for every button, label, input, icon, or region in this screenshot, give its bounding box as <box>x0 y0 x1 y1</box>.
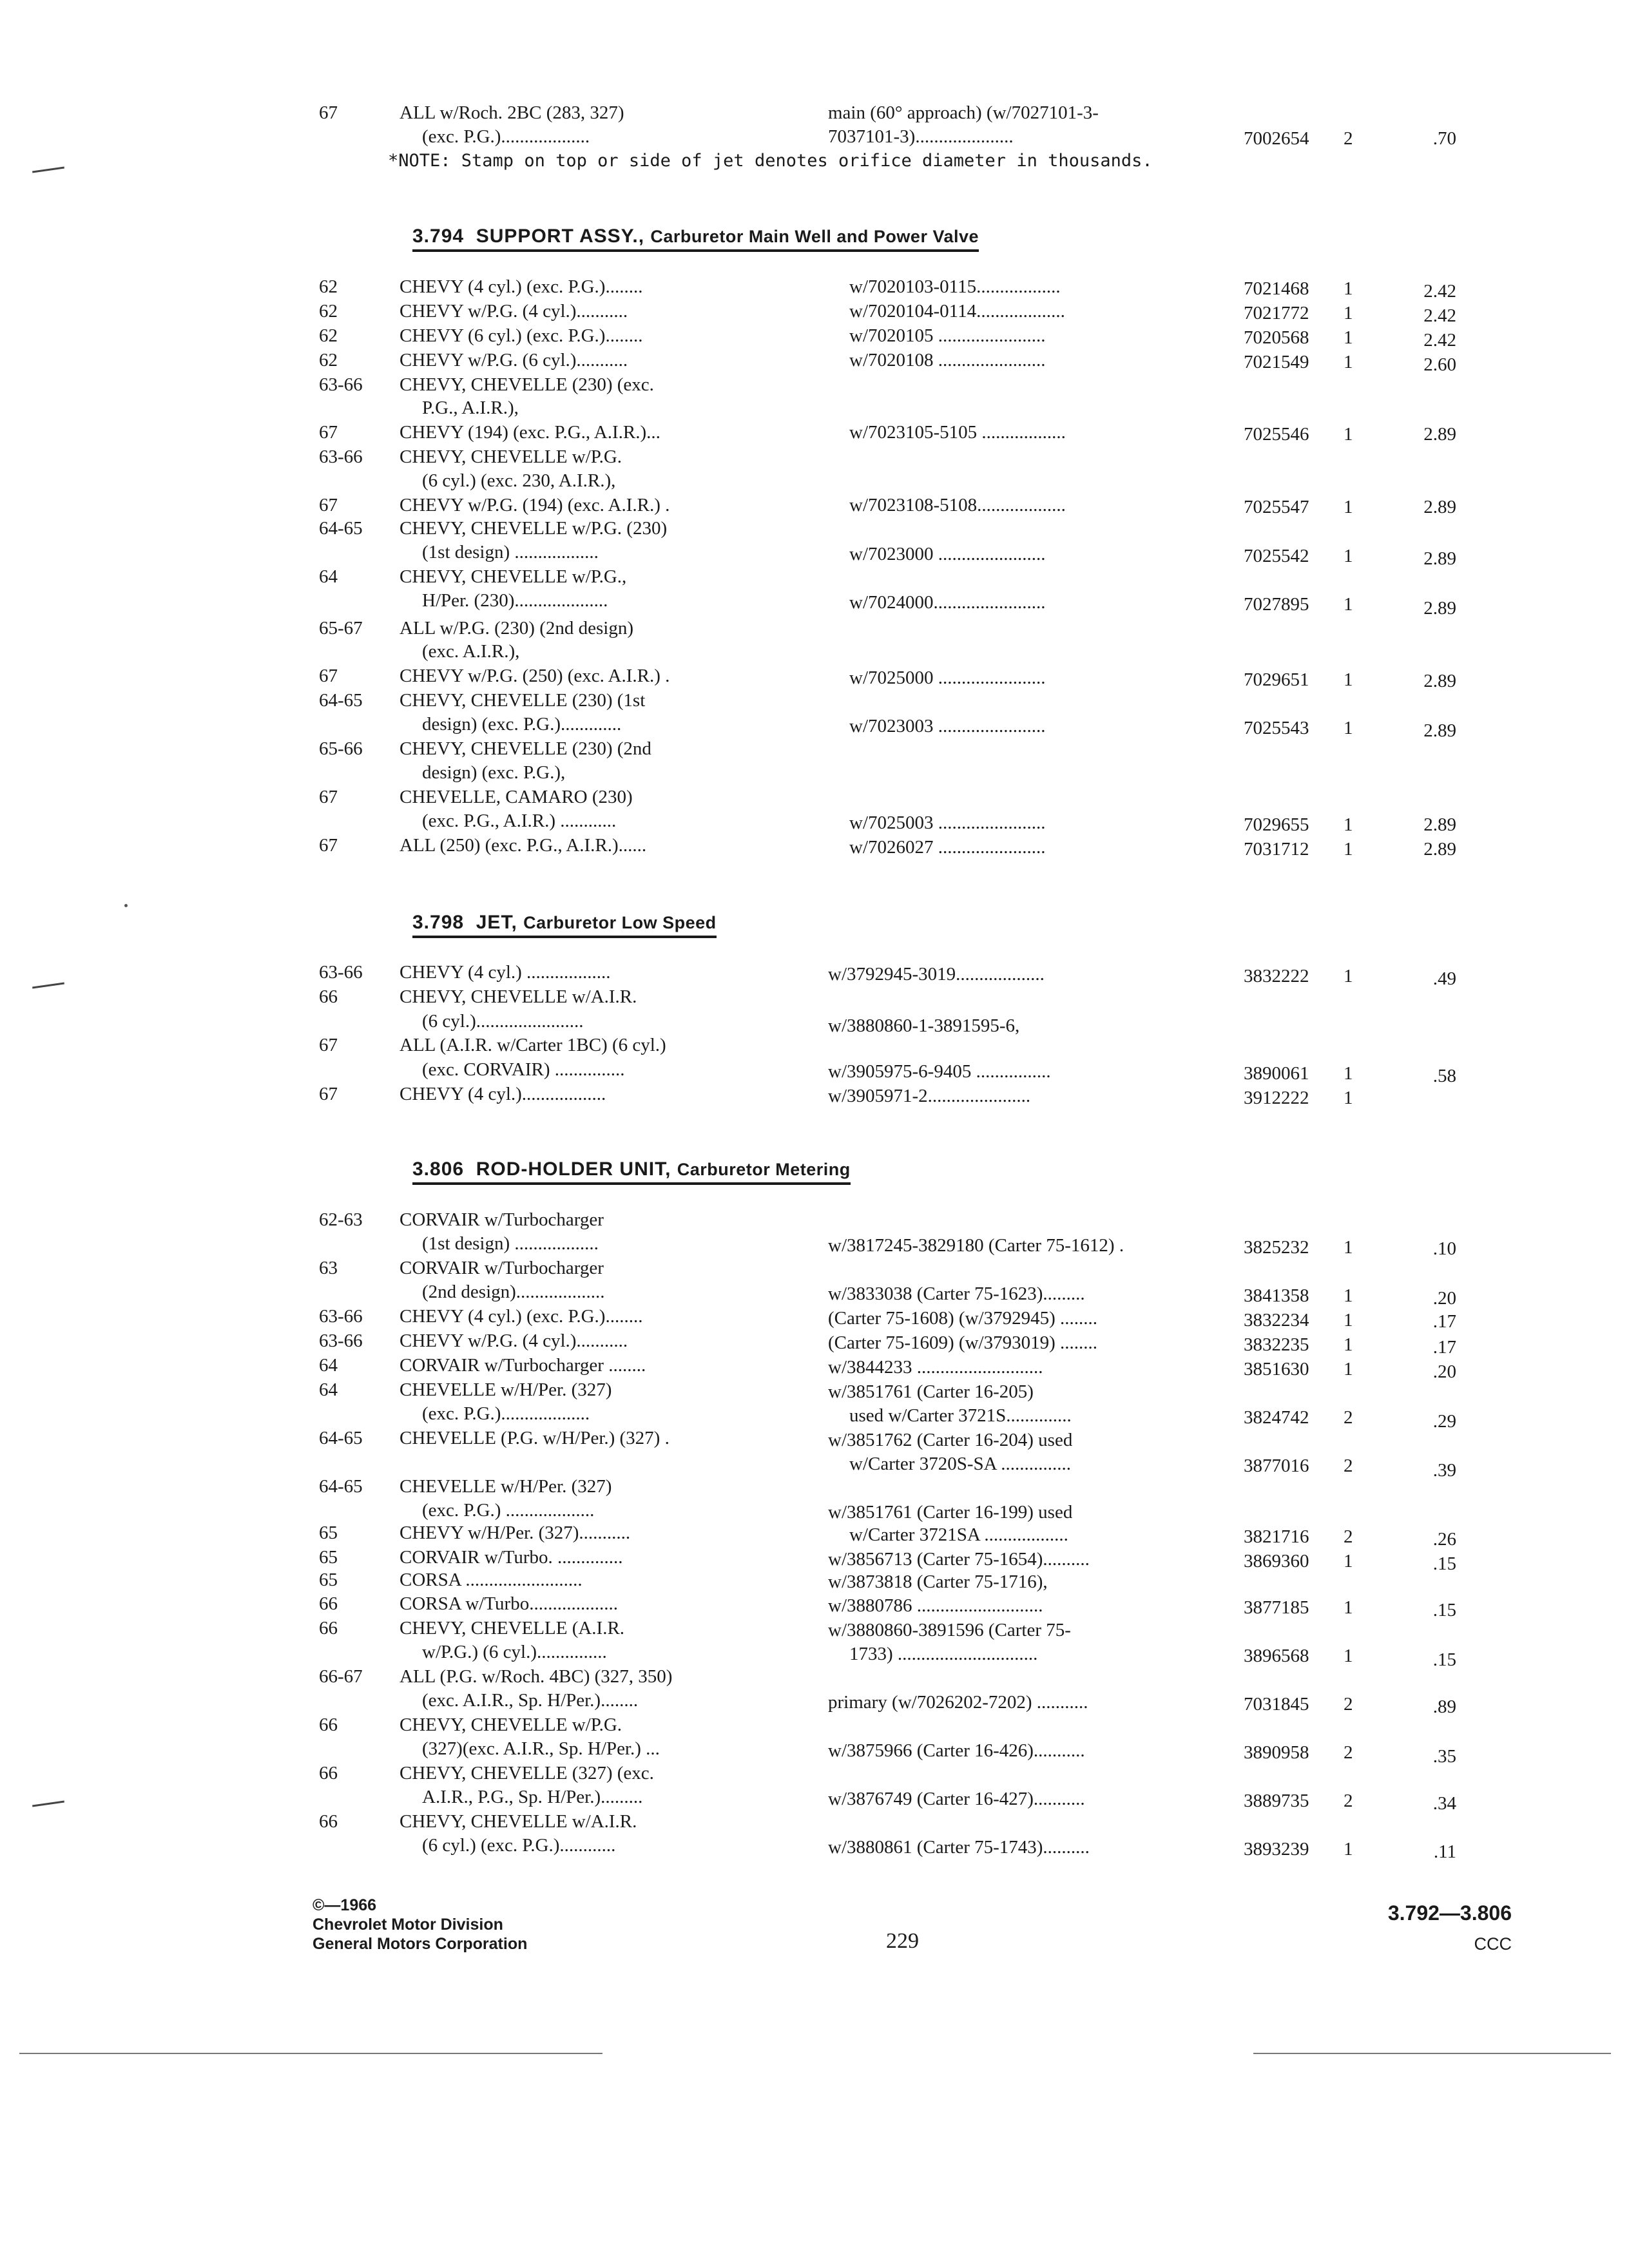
application-cell: CHEVY, CHEVELLE w/A.I.R. <box>400 1811 637 1832</box>
year-cell: 62 <box>319 301 338 322</box>
year-cell: 65 <box>319 1570 338 1590</box>
application-cell: CHEVY, CHEVELLE (230) (2nd <box>400 738 651 759</box>
price-cell: .58 <box>1432 1066 1456 1086</box>
application-cell: w/P.G.) (6 cyl.)............... <box>422 1642 607 1662</box>
part-number-cell: 3877185 <box>1244 1597 1309 1618</box>
year-cell: 67 <box>319 787 338 807</box>
application-cell: CHEVY, CHEVELLE w/P.G. <box>400 447 622 467</box>
part-number-cell: 3877016 <box>1244 1456 1309 1476</box>
application-cell: CHEVY (6 cyl.) (exc. P.G.)........ <box>400 325 643 346</box>
price-cell: .70 <box>1432 128 1456 149</box>
year-cell: 66 <box>319 1763 338 1783</box>
application-cell: CORVAIR w/Turbocharger ........ <box>400 1355 646 1376</box>
quantity-cell: 1 <box>1344 1646 1353 1666</box>
page-number: 229 <box>886 1929 919 1953</box>
quantity-cell: 1 <box>1344 814 1353 835</box>
price-cell: 2.89 <box>1423 548 1456 569</box>
application-cell: (2nd design)................... <box>422 1282 605 1302</box>
price-cell: .26 <box>1432 1529 1456 1550</box>
application-cell: ALL (A.I.R. w/Carter 1BC) (6 cyl.) <box>400 1035 666 1055</box>
quantity-cell: 1 <box>1344 424 1353 445</box>
part-number-cell: 7025543 <box>1244 718 1309 738</box>
price-cell: .15 <box>1432 1600 1456 1620</box>
year-cell: 64 <box>319 1379 338 1400</box>
description-cell: w/7023003 ....................... <box>849 716 1046 736</box>
copyright-text: ©—1966 <box>313 1896 377 1914</box>
quantity-cell: 1 <box>1344 1237 1353 1258</box>
part-number-cell: 7029651 <box>1244 669 1309 690</box>
code-text: CCC <box>1474 1934 1512 1954</box>
description-cell: w/7023108-5108................... <box>849 495 1066 515</box>
application-cell: H/Per. (230).................... <box>422 590 608 611</box>
quantity-cell: 1 <box>1344 1088 1353 1108</box>
application-cell: (1st design) .................. <box>422 1233 599 1254</box>
quantity-cell: 1 <box>1344 1839 1353 1860</box>
part-number-cell: 3912222 <box>1244 1088 1309 1108</box>
section-range: 3.792—3.806 <box>1387 1901 1512 1925</box>
price-cell: .15 <box>1432 1649 1456 1670</box>
price-cell: .29 <box>1432 1411 1456 1432</box>
application-cell: CHEVY (4 cyl.) .................. <box>400 962 611 983</box>
description-cell: w/3875966 (Carter 16-426)........... <box>828 1740 1085 1761</box>
description-cell: w/3876749 (Carter 16-427)........... <box>828 1789 1085 1809</box>
part-number-cell: 7027895 <box>1244 594 1309 615</box>
year-cell: 63-66 <box>319 447 363 467</box>
description-cell: w/3851762 (Carter 16-204) used <box>828 1430 1073 1450</box>
application-cell: CORVAIR w/Turbocharger <box>400 1209 604 1230</box>
price-cell: 2.42 <box>1423 330 1456 351</box>
year-cell: 66 <box>319 1593 338 1614</box>
quantity-cell: 2 <box>1344 1526 1353 1547</box>
application-cell: (exc. P.G.) ................... <box>422 1500 595 1521</box>
quantity-cell: 1 <box>1344 1310 1353 1331</box>
application-cell: CHEVY w/P.G. (4 cyl.)........... <box>400 1331 628 1351</box>
year-cell: 67 <box>319 1035 338 1055</box>
part-number-cell: 3851630 <box>1244 1359 1309 1379</box>
application-cell: (exc. A.I.R., Sp. H/Per.)........ <box>422 1690 639 1711</box>
section-title: Carburetor Main Well and Power Valve <box>650 227 979 246</box>
year-cell: 65-67 <box>319 618 363 639</box>
part-number-cell: 7020568 <box>1244 327 1309 348</box>
section-title-caps: ROD-HOLDER UNIT, <box>476 1158 671 1180</box>
part-number-cell: 3869360 <box>1244 1551 1309 1571</box>
year-cell: 64-65 <box>319 1476 363 1497</box>
price-cell: .17 <box>1432 1311 1456 1332</box>
application-cell: CHEVY (4 cyl.) (exc. P.G.)........ <box>400 276 643 297</box>
application-cell: CHEVY (4 cyl.).................. <box>400 1084 606 1104</box>
year-cell: 62-63 <box>319 1209 363 1230</box>
description-cell: (Carter 75-1608) (w/3792945) ........ <box>828 1308 1097 1329</box>
section-number: 3.794 <box>412 226 465 247</box>
year-cell: 66 <box>319 1715 338 1735</box>
page-bottom-rule <box>1253 2053 1611 2054</box>
section-number: 3.798 <box>412 912 465 933</box>
price-cell: .17 <box>1432 1337 1456 1358</box>
description-cell: w/3873818 (Carter 75-1716), <box>828 1571 1048 1592</box>
application-cell: (6 cyl.) (exc. P.G.)............ <box>422 1835 616 1856</box>
application-cell: (6 cyl.)....................... <box>422 1011 584 1032</box>
application-cell: CHEVY, CHEVELLE (230) (exc. <box>400 374 654 395</box>
year-cell: 63-66 <box>319 374 363 395</box>
application-cell: CHEVY, CHEVELLE w/P.G. <box>400 1715 622 1735</box>
description-cell: w/3905975-6-9405 ................ <box>828 1061 1051 1082</box>
year-cell: 64 <box>319 1355 338 1376</box>
year-cell: 65 <box>319 1547 338 1568</box>
part-number-cell: 3893239 <box>1244 1839 1309 1860</box>
year-cell: 62 <box>319 350 338 370</box>
part-number-cell: 7031712 <box>1244 839 1309 860</box>
part-number-cell: 3825232 <box>1244 1237 1309 1258</box>
application-cell: ALL w/P.G. (230) (2nd design) <box>400 618 633 639</box>
quantity-cell: 1 <box>1344 594 1353 615</box>
margin-mark <box>32 167 64 173</box>
part-number-cell: 7025542 <box>1244 546 1309 566</box>
application-cell: (exc. CORVAIR) ............... <box>422 1059 625 1080</box>
part-number-cell: 3896568 <box>1244 1646 1309 1666</box>
application-cell: CHEVY, CHEVELLE (230) (1st <box>400 690 646 711</box>
margin-mark <box>32 1801 64 1807</box>
price-cell: .15 <box>1432 1553 1456 1574</box>
part-number-cell: 3832222 <box>1244 966 1309 986</box>
year-cell: 64-65 <box>319 518 363 539</box>
quantity-cell: 2 <box>1344 1791 1353 1811</box>
application-cell: (327)(exc. A.I.R., Sp. H/Per.) ... <box>422 1738 660 1759</box>
year-cell: 62 <box>319 325 338 346</box>
price-cell: .39 <box>1432 1460 1456 1481</box>
year-cell: 66 <box>319 1618 338 1639</box>
section-number: 3.806 <box>412 1158 465 1180</box>
application-cell: ALL w/Roch. 2BC (283, 327) <box>400 102 624 123</box>
application-cell: CHEVY, CHEVELLE w/P.G., <box>400 566 627 587</box>
quantity-cell: 1 <box>1344 303 1353 323</box>
application-cell: CHEVY (194) (exc. P.G., A.I.R.)... <box>400 422 660 443</box>
description-cell: w/7025000 ....................... <box>849 668 1046 688</box>
part-number-cell: 3824742 <box>1244 1407 1309 1428</box>
price-cell: .20 <box>1432 1361 1456 1382</box>
description-cell: w/7026027 ....................... <box>849 837 1046 858</box>
quantity-cell: 1 <box>1344 669 1353 690</box>
description-cell: main (60° approach) (w/7027101-3- <box>828 102 1099 123</box>
application-cell: CORSA ......................... <box>400 1570 583 1590</box>
description-cell: w/3851761 (Carter 16-205) <box>828 1381 1034 1402</box>
application-cell: design) (exc. P.G.), <box>422 762 566 783</box>
application-cell: CHEVELLE w/H/Per. (327) <box>400 1476 612 1497</box>
application-cell: CHEVELLE (P.G. w/H/Per.) (327) . <box>400 1428 670 1448</box>
year-cell: 66 <box>319 1811 338 1832</box>
application-cell: CHEVY (4 cyl.) (exc. P.G.)........ <box>400 1306 643 1327</box>
quantity-cell: 2 <box>1344 128 1353 149</box>
quantity-cell: 1 <box>1344 1285 1353 1306</box>
description-cell: w/3844233 ........................... <box>828 1357 1043 1378</box>
year-cell: 64-65 <box>319 1428 363 1448</box>
quantity-cell: 1 <box>1344 497 1353 517</box>
year-cell: 63-66 <box>319 1331 363 1351</box>
application-cell: design) (exc. P.G.)............. <box>422 714 622 735</box>
part-number-cell: 7021772 <box>1244 303 1309 323</box>
quantity-cell: 2 <box>1344 1742 1353 1763</box>
application-cell: CHEVY w/P.G. (6 cyl.)........... <box>400 350 628 370</box>
year-cell: 67 <box>319 422 338 443</box>
description-cell: (Carter 75-1609) (w/3793019) ........ <box>828 1332 1097 1353</box>
description-cell: w/7024000........................ <box>849 592 1046 613</box>
year-cell: 67 <box>319 666 338 686</box>
price-cell: 2.60 <box>1423 354 1456 375</box>
quantity-cell: 1 <box>1344 839 1353 860</box>
application-cell: (exc. P.G.)................... <box>422 126 590 147</box>
application-cell: (exc. P.G., A.I.R.) ............ <box>422 811 617 831</box>
description-cell: used w/Carter 3721S.............. <box>849 1405 1072 1426</box>
year-cell: 63-66 <box>319 1306 363 1327</box>
section-title-caps: SUPPORT ASSY., <box>476 226 645 247</box>
part-number-cell: 7021549 <box>1244 352 1309 372</box>
section-heading <box>412 225 979 252</box>
application-cell: (1st design) .................. <box>422 542 599 562</box>
application-cell: ALL (250) (exc. P.G., A.I.R.)...... <box>400 835 647 856</box>
description-cell: primary (w/7026202-7202) ........... <box>828 1692 1088 1713</box>
price-cell: 2.89 <box>1423 839 1456 860</box>
part-number-cell: 7025546 <box>1244 424 1309 445</box>
year-cell: 64-65 <box>319 690 363 711</box>
part-number-cell: 7025547 <box>1244 497 1309 517</box>
application-cell: ALL (P.G. w/Roch. 4BC) (327, 350) <box>400 1666 673 1687</box>
price-cell: .35 <box>1432 1746 1456 1767</box>
quantity-cell: 1 <box>1344 327 1353 348</box>
year-cell: 67 <box>319 495 338 515</box>
price-cell: 2.89 <box>1423 671 1456 691</box>
corporation-text: General Motors Corporation <box>313 1935 528 1953</box>
quantity-cell: 1 <box>1344 278 1353 299</box>
application-cell: P.G., A.I.R.), <box>422 398 519 418</box>
quantity-cell: 1 <box>1344 1597 1353 1618</box>
price-cell: 2.42 <box>1423 281 1456 302</box>
quantity-cell: 1 <box>1344 546 1353 566</box>
year-cell: 63-66 <box>319 962 363 983</box>
description-cell: w/7020108 ....................... <box>849 350 1046 370</box>
price-cell: .89 <box>1432 1696 1456 1717</box>
application-cell: CORVAIR w/Turbo. .............. <box>400 1547 623 1568</box>
quantity-cell: 1 <box>1344 1551 1353 1571</box>
application-cell: CHEVY, CHEVELLE w/P.G. (230) <box>400 518 668 539</box>
price-cell: 2.89 <box>1423 720 1456 741</box>
part-number-cell: 7002654 <box>1244 128 1309 149</box>
description-cell: w/3851761 (Carter 16-199) used <box>828 1502 1073 1523</box>
description-cell: w/Carter 3721SA .................. <box>849 1524 1068 1545</box>
description-cell: w/7020103-0115.................. <box>849 276 1061 297</box>
application-cell: CHEVY, CHEVELLE (A.I.R. <box>400 1618 625 1639</box>
application-cell: CHEVY w/P.G. (194) (exc. A.I.R.) . <box>400 495 670 515</box>
description-cell: w/7023000 ....................... <box>849 544 1046 564</box>
quantity-cell: 1 <box>1344 966 1353 986</box>
year-cell: 66 <box>319 986 338 1007</box>
year-cell: 63 <box>319 1258 338 1278</box>
price-cell: .34 <box>1432 1793 1456 1814</box>
quantity-cell: 1 <box>1344 1063 1353 1084</box>
page-bottom-rule <box>19 2053 602 2054</box>
application-cell: CHEVELLE, CAMARO (230) <box>400 787 633 807</box>
application-cell: (exc. P.G.)................... <box>422 1403 590 1424</box>
year-cell: 67 <box>319 102 338 123</box>
price-cell: 2.89 <box>1423 424 1456 445</box>
part-number-cell: 3821716 <box>1244 1526 1309 1547</box>
year-cell: 67 <box>319 835 338 856</box>
part-number-cell: 7031845 <box>1244 1694 1309 1715</box>
year-cell: 66-67 <box>319 1666 363 1687</box>
description-cell: w/7020105 ....................... <box>849 325 1046 346</box>
margin-mark <box>32 983 64 989</box>
section-heading <box>412 1158 851 1185</box>
quantity-cell: 1 <box>1344 718 1353 738</box>
description-cell: w/3880861 (Carter 75-1743).......... <box>828 1837 1090 1858</box>
application-cell: CHEVY w/P.G. (250) (exc. A.I.R.) . <box>400 666 670 686</box>
description-cell: w/3880860-1-3891595-6, <box>828 1015 1020 1036</box>
year-cell: 65 <box>319 1523 338 1543</box>
application-cell: (exc. A.I.R.), <box>422 641 520 662</box>
price-cell: .20 <box>1432 1288 1456 1309</box>
part-number-cell: 3890061 <box>1244 1063 1309 1084</box>
division-text: Chevrolet Motor Division <box>313 1916 503 1934</box>
year-cell: 65-66 <box>319 738 363 759</box>
application-cell: CHEVY, CHEVELLE w/A.I.R. <box>400 986 637 1007</box>
application-cell: CHEVY w/H/Per. (327)........... <box>400 1523 631 1543</box>
part-number-cell: 3832234 <box>1244 1310 1309 1331</box>
description-cell: w/7020104-0114................... <box>849 301 1065 322</box>
note-text: *NOTE: Stamp on top or side of jet denotes orifice diameter in thousands. <box>388 151 1153 171</box>
year-cell: 64 <box>319 566 338 587</box>
section-heading <box>412 911 717 938</box>
description-cell: w/7025003 ....................... <box>849 812 1046 833</box>
section-title: Carburetor Metering <box>677 1160 851 1179</box>
description-cell: w/3792945-3019................... <box>828 964 1045 985</box>
margin-dot <box>124 904 128 907</box>
quantity-cell: 2 <box>1344 1694 1353 1715</box>
description-cell: w/Carter 3720S-SA ............... <box>849 1454 1071 1474</box>
description-cell: w/3905971-2...................... <box>828 1086 1031 1106</box>
description-cell: w/3880786 ........................... <box>828 1595 1043 1616</box>
quantity-cell: 1 <box>1344 352 1353 372</box>
price-cell: .10 <box>1432 1238 1456 1259</box>
application-cell: CHEVY, CHEVELLE (327) (exc. <box>400 1763 654 1783</box>
quantity-cell: 2 <box>1344 1456 1353 1476</box>
price-cell: 2.42 <box>1423 305 1456 326</box>
section-title: Carburetor Low Speed <box>523 913 717 932</box>
price-cell: 2.89 <box>1423 598 1456 619</box>
quantity-cell: 2 <box>1344 1407 1353 1428</box>
application-cell: CORSA w/Turbo................... <box>400 1593 618 1614</box>
part-number-cell: 3889735 <box>1244 1791 1309 1811</box>
price-cell: .49 <box>1432 968 1456 989</box>
year-cell: 67 <box>319 1084 338 1104</box>
part-number-cell: 3890958 <box>1244 1742 1309 1763</box>
quantity-cell: 1 <box>1344 1359 1353 1379</box>
part-number-cell: 7021468 <box>1244 278 1309 299</box>
part-number-cell: 7029655 <box>1244 814 1309 835</box>
quantity-cell: 1 <box>1344 1334 1353 1355</box>
description-cell: w/3817245-3829180 (Carter 75-1612) . <box>828 1235 1124 1256</box>
part-number-cell: 3832235 <box>1244 1334 1309 1355</box>
year-cell: 62 <box>319 276 338 297</box>
description-cell: 1733) .............................. <box>849 1644 1038 1664</box>
price-cell: 2.89 <box>1423 814 1456 835</box>
application-cell: CHEVY w/P.G. (4 cyl.)........... <box>400 301 628 322</box>
application-cell: CHEVELLE w/H/Per. (327) <box>400 1379 612 1400</box>
description-cell: w/3833038 (Carter 75-1623)......... <box>828 1283 1085 1304</box>
application-cell: A.I.R., P.G., Sp. H/Per.)......... <box>422 1787 643 1807</box>
description-cell: w/3856713 (Carter 75-1654).......... <box>828 1549 1090 1570</box>
description-cell: 7037101-3)..................... <box>828 126 1014 147</box>
price-cell: 2.89 <box>1423 497 1456 517</box>
price-cell: .11 <box>1433 1841 1456 1862</box>
application-cell: (6 cyl.) (exc. 230, A.I.R.), <box>422 470 616 491</box>
application-cell: CORVAIR w/Turbocharger <box>400 1258 604 1278</box>
description-cell: w/3880860-3891596 (Carter 75- <box>828 1620 1071 1640</box>
section-title-caps: JET, <box>476 912 517 933</box>
description-cell: w/7023105-5105 .................. <box>849 422 1066 443</box>
part-number-cell: 3841358 <box>1244 1285 1309 1306</box>
